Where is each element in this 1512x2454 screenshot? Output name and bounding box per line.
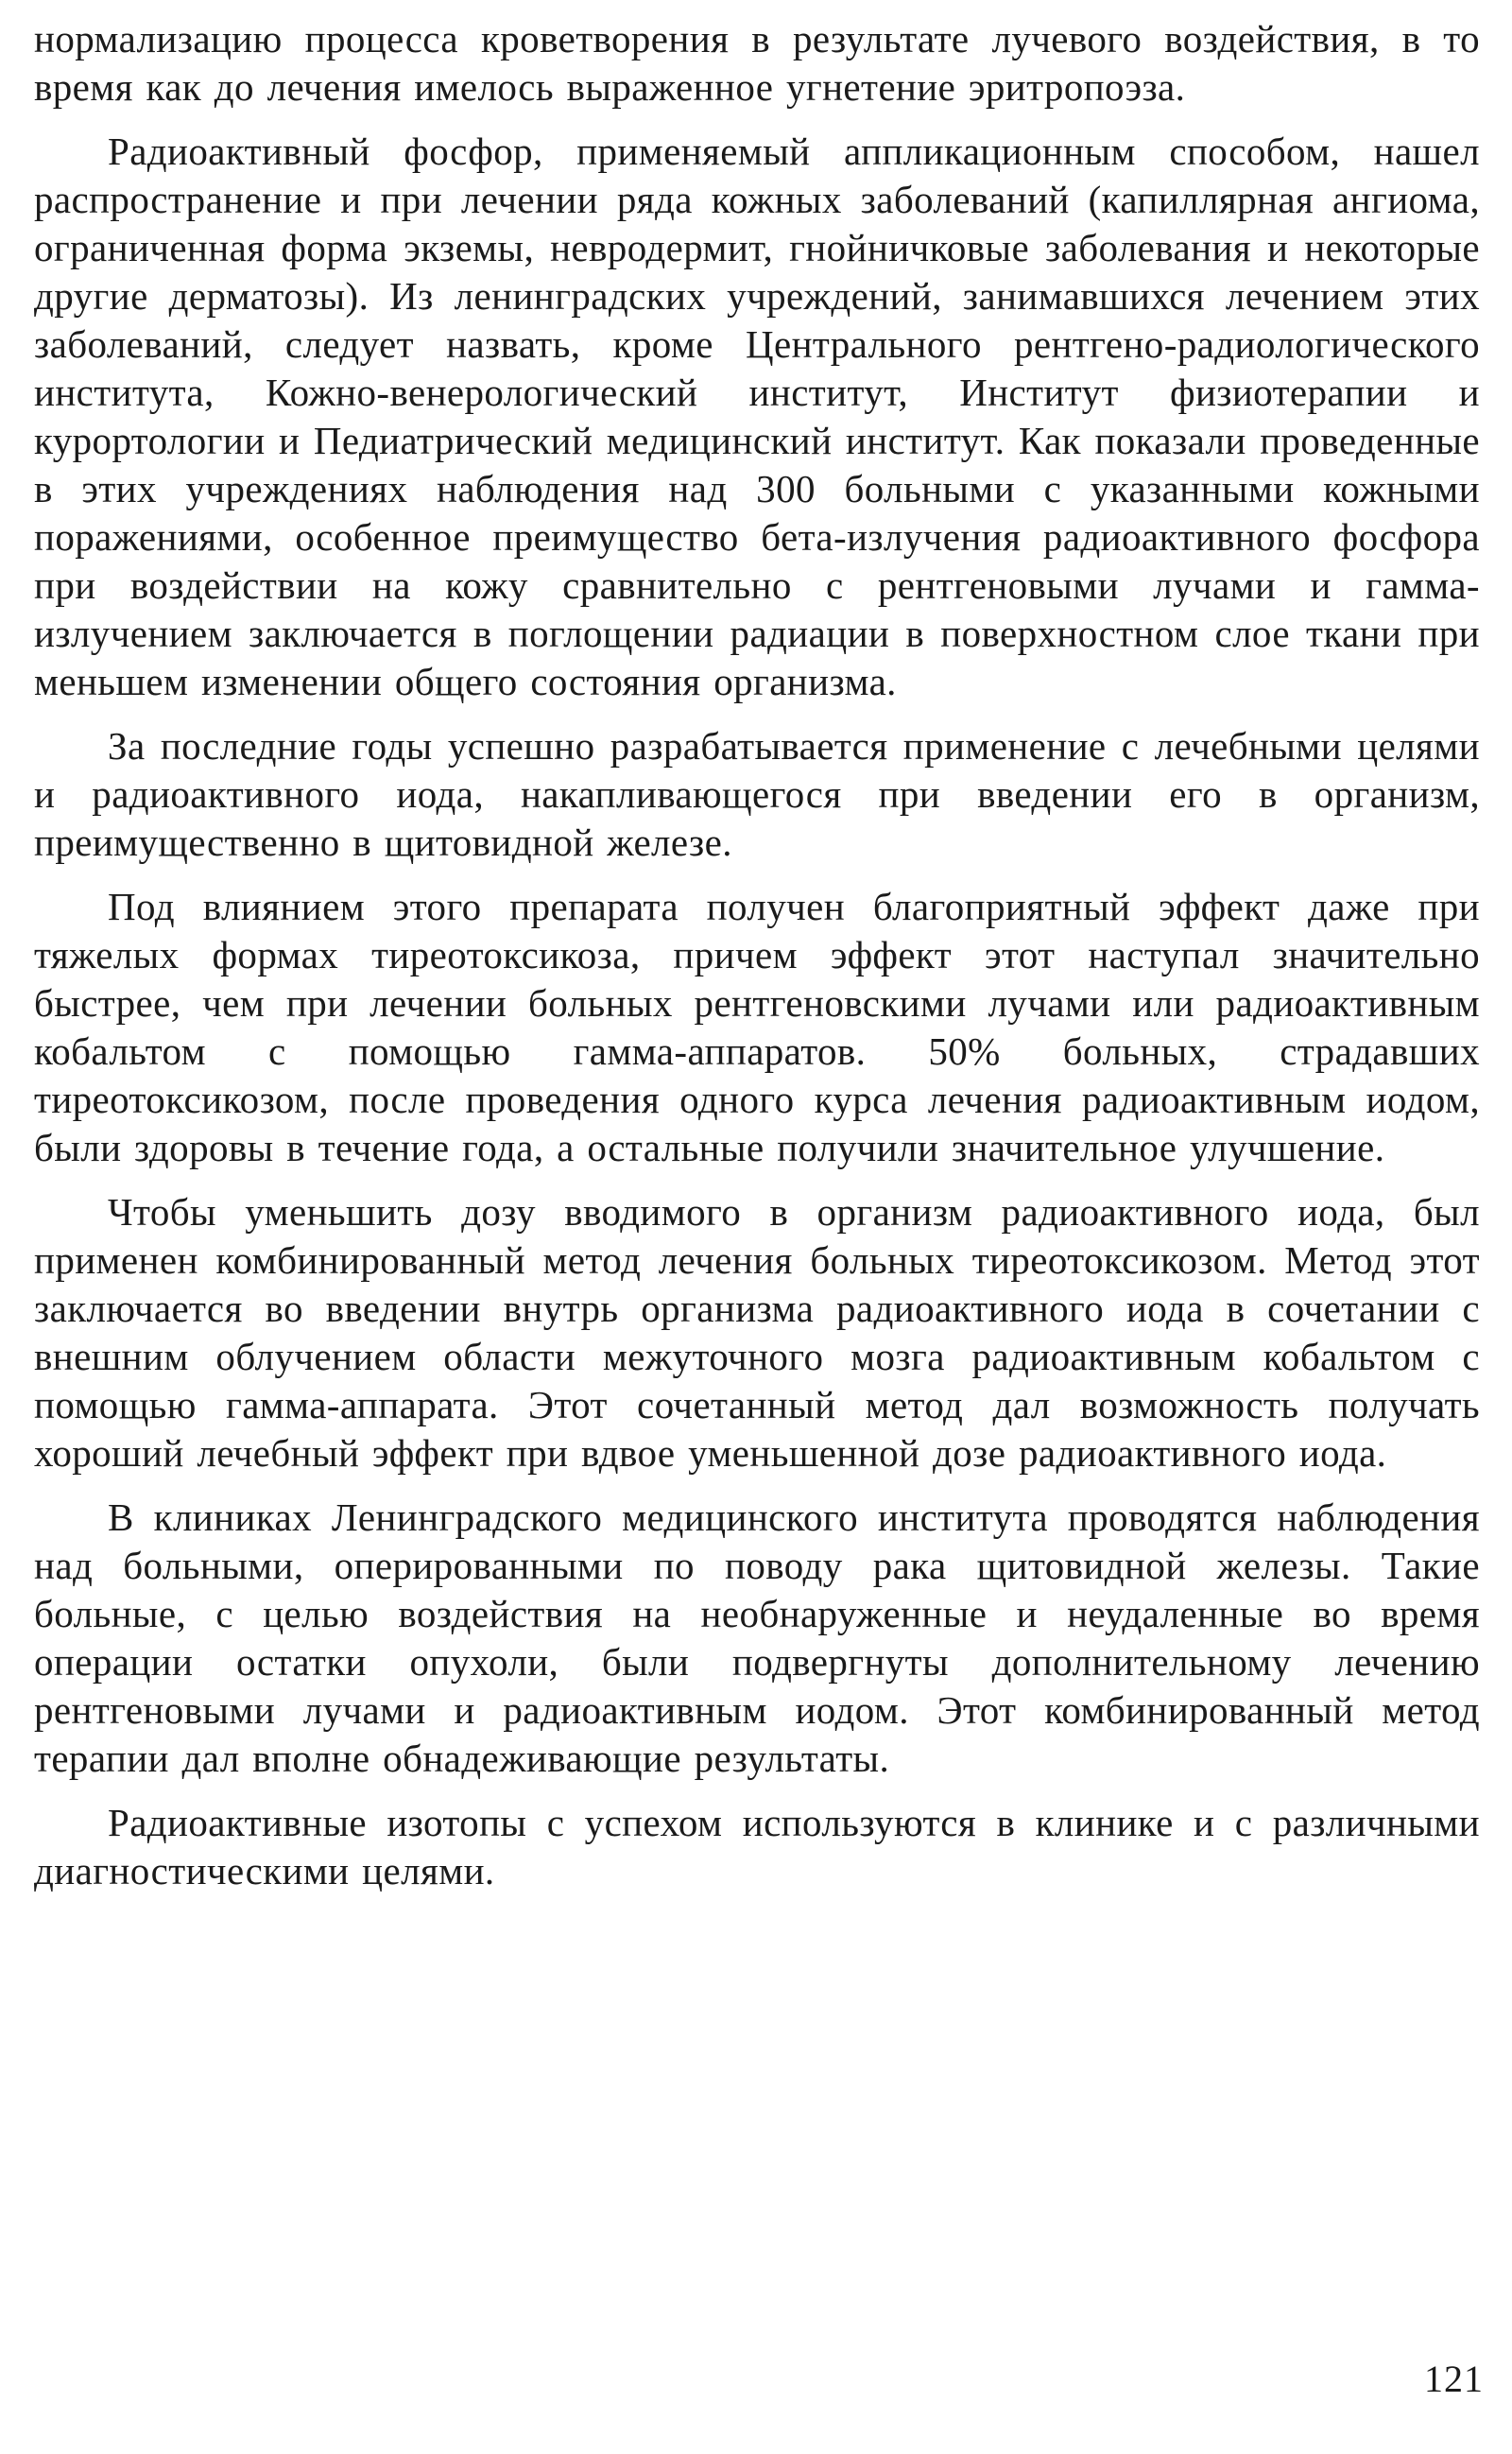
paragraph-radioactive-phosphorus: Радиоактивный фосфор, применяемый аппликационным способом, нашел распространение и при лечении ряда кожных заболеваний (капиллярная ангиома, ограниченная форма экземы, невродермит, гнойничковые заболевания и некоторые другие дерматозы). Из ленинградских учреждений, занимавшихся лечением этих заболеваний, следует назвать, кроме Центрального рентгено-радиологического института, Кожно-венерологический институт, Институт физиотерапии и курортологии и Педиатрический медицинский институт. Как показали проведенные в этих учреждениях наблюдения над 300 больными с указанными кожными поражениями, особенное преимущество бета-излучения радиоактивного фосфора при воздействии на кожу сравнительно с рентгеновыми лучами и гамма-излучением заключается в поглощении радиации в поверхностном слое ткани при меньшем изменении общего состояния организма. — [34, 130, 1480, 703]
paragraph-radioactive-iodine: За последние годы успешно разрабатывается применение с лечебными целями и радиоактивного иода, накапливающегося при введении его в организм, преимущественно в щитовидной железе. — [34, 724, 1480, 864]
page-number: 121 — [1424, 2358, 1484, 2400]
paragraph-diagnostics: Радиоактивные изотопы с успехом используются в клинике и с различными диагностическими целями. — [34, 1801, 1480, 1892]
page-body — [34, 15, 1480, 1911]
paragraph-combined-method: Чтобы уменьшить дозу вводимого в организм радиоактивного иода, был применен комбинированный метод лечения больных тиреотоксикозом. Метод этот заключается во введении внутрь организма радиоактивного иода в сочетании с внешним облучением области межуточного мозга радиоактивным кобальтом с помощью гамма-аппарата. Этот сочетанный метод дал возможность получать хороший лечебный эффект при вдвое уменьшенной дозе радиоактивного иода. — [34, 1190, 1480, 1475]
paragraph-continuation: нормализацию процесса кроветворения в результате лучевого воздействия, в то время как до лечения имелось выраженное угнетение эритропоэза. — [34, 17, 1480, 109]
paragraph-thyroid-cancer: В клиниках Ленинградского медицинского института проводятся наблюдения над больными, оперированными по поводу рака щитовидной железы. Такие больные, с целью воздействия на необнаруженные и неудаленные во время операции остатки опухоли, были подвергнуты дополнительному лечению рентгеновыми лучами и радиоактивным иодом. Этот комбинированный метод терапии дал вполне обнадеживающие результаты. — [34, 1495, 1480, 1780]
paragraph-thyrotoxicosis-effect: Под влиянием этого препарата получен благоприятный эффект даже при тяжелых формах тиреотоксикоза, причем эффект этот наступал значительно быстрее, чем при лечении больных рентгеновскими лучами или радиоактивным кобальтом с помощью гамма-аппаратов. 50% больных, страдавших тиреотоксикозом, после проведения одного курса лечения радиоактивным иодом, были здоровы в течение года, а остальные получили значительное улучшение. — [34, 885, 1480, 1169]
